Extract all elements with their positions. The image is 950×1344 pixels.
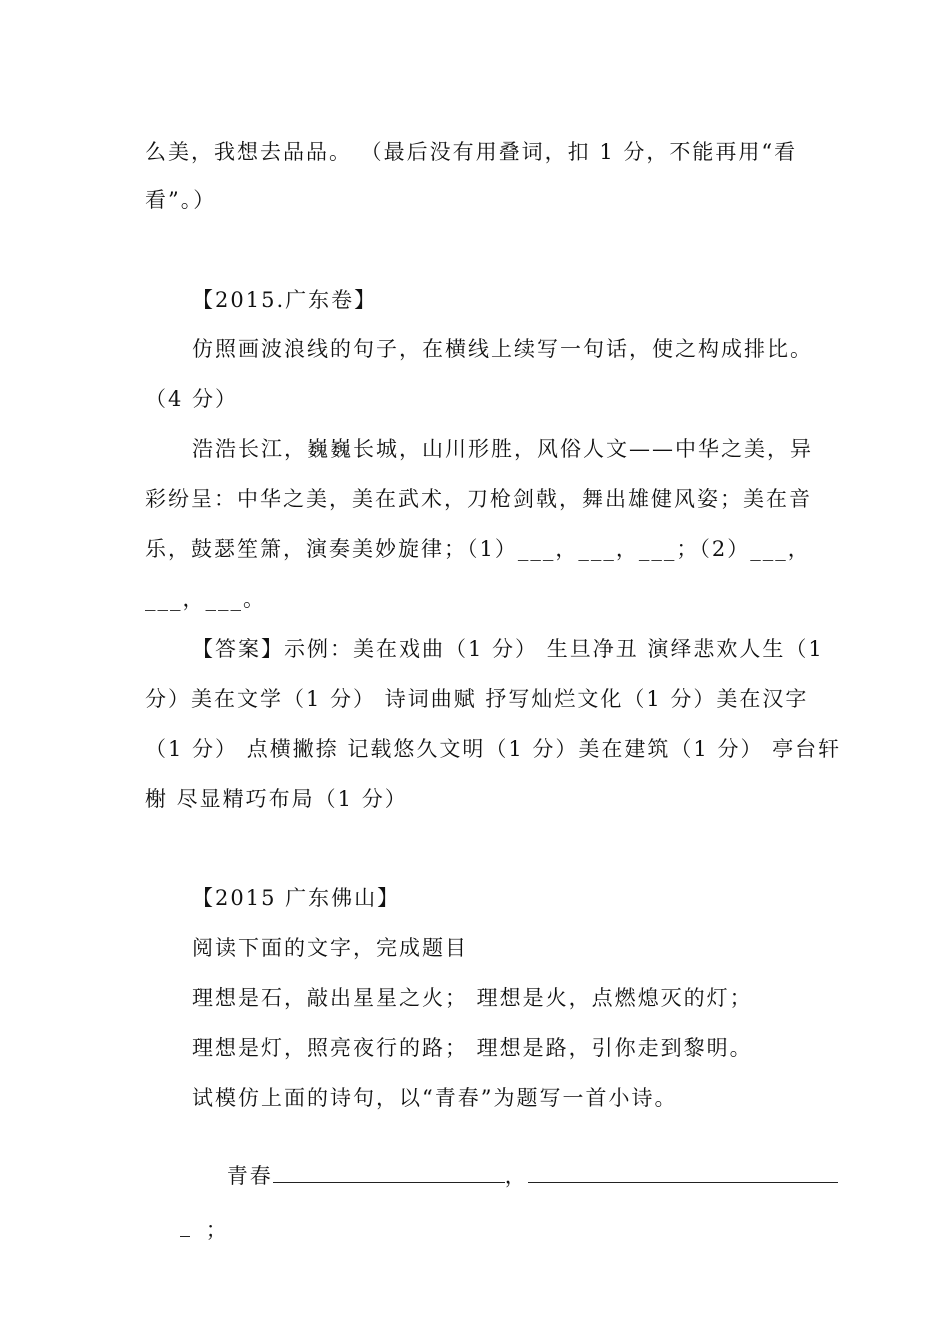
answer-blank-1[interactable]: [273, 1164, 505, 1183]
answer-blank-2-tail[interactable]: [180, 1218, 190, 1237]
poem-line-1: 理想是石，敲出星星之火； 理想是火，点燃熄灭的灯；: [192, 986, 753, 1010]
answer-line-2: 分）美在文学（1 分） 诗词曲赋 抒写灿烂文化（1 分）美在汉字: [145, 687, 809, 711]
passage-line-2: 彩纷呈：中华之美，美在武术，刀枪剑戟，舞出雄健风姿；美在音: [145, 487, 812, 511]
fill-in-line: [192, 1134, 838, 1218]
fill-comma: ，: [504, 1164, 528, 1188]
intro-line-2: 看”。）: [145, 188, 217, 212]
fill-end: ；: [205, 1218, 229, 1242]
answer-line-3: （1 分） 点横撇捺 记载悠久文明（1 分）美在建筑（1 分） 亭台轩: [145, 737, 842, 761]
question-text-line-1: 仿照画波浪线的句子，在横线上续写一句话，使之构成排比。: [192, 337, 813, 361]
section-heading-2015-foshan: 【2015 广东佛山】: [192, 886, 401, 910]
task-line: 试模仿上面的诗句，以“青春”为题写一首小诗。: [192, 1086, 678, 1110]
answer-blank-2[interactable]: [528, 1164, 838, 1183]
fill-in-line-continued: [145, 1188, 229, 1272]
instruction-line: 阅读下面的文字，完成题目: [192, 936, 468, 960]
intro-line-1: 么美，我想去品品。 （最后没有用叠词，扣 1 分，不能再用“看: [145, 140, 798, 164]
fill-prefix: 青春: [226, 1164, 273, 1188]
passage-line-1: 浩浩长江，巍巍长城，山川形胜，风俗人文——中华之美，异: [192, 437, 813, 461]
poem-line-2: 理想是灯，照亮夜行的路； 理想是路，引你走到黎明。: [192, 1036, 753, 1060]
section-heading-2015-guangdong: 【2015.广东卷】: [192, 288, 378, 312]
answer-line-1: 【答案】示例：美在戏曲（1 分） 生旦净丑 演绎悲欢人生（1: [192, 637, 824, 661]
answer-line-4: 榭 尽显精巧布局（1 分）: [145, 787, 408, 811]
passage-line-4: ___，___。: [145, 587, 266, 611]
question-text-line-2: （4 分）: [145, 387, 239, 411]
passage-line-3: 乐，鼓瑟笙箫，演奏美妙旋律；（1）___，___，___；（2）___，: [145, 537, 811, 561]
